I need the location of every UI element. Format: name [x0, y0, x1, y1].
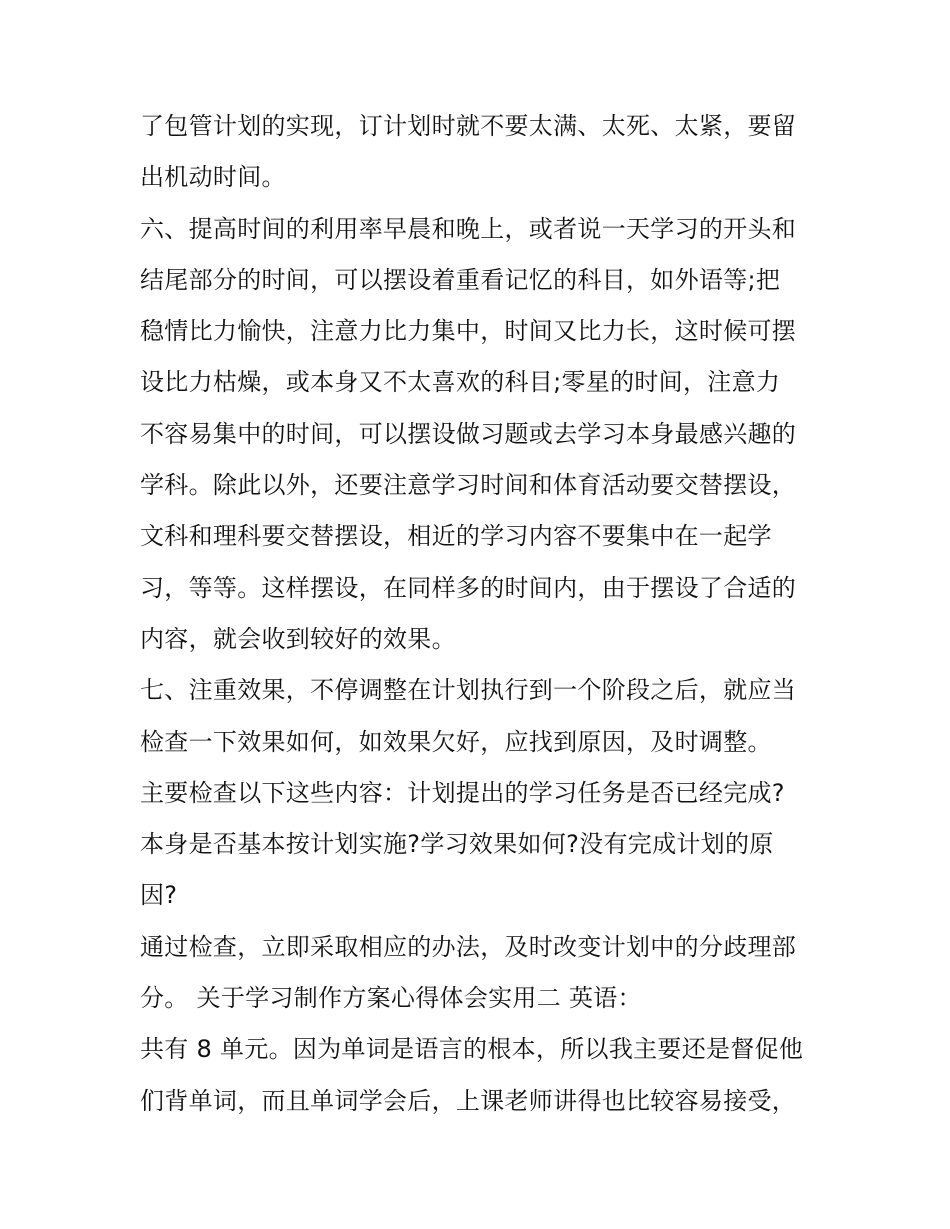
text-line: 内容，就会收到较好的效果。	[140, 624, 456, 653]
text-line: 稳情比力愉快，注意力比力集中，时间又比力长，这时候可摆	[140, 317, 797, 346]
text-line: 习，等等。这样摆设，在同样多的时间内，由于摆设了合适的	[140, 573, 797, 602]
text-line: 共有 8 单元。因为单词是语言的根本，所以我主要还是督促他	[140, 1035, 804, 1064]
text-line: 因?	[140, 881, 178, 910]
text-line: 们背单词，而且单词学会后，上课老师讲得也比较容易接受，	[140, 1086, 797, 1115]
text-line: 学科。除此以外，还要注意学习时间和体育活动要交替摆设，	[140, 471, 797, 500]
text-line: 主要检查以下这些内容：计划提出的学习任务是否已经完成?	[140, 778, 785, 807]
text-line: 文科和理科要交替摆设，相近的学习内容不要集中在一起学	[140, 522, 772, 551]
text-line: 七、注重效果，不停调整在计划执行到一个阶段之后，就应当	[140, 676, 797, 705]
text-line: 通过检查，立即采取相应的办法，及时改变计划中的分歧理部	[140, 932, 797, 961]
text-line: 结尾部分的时间，可以摆设着重看记忆的科目，如外语等;把	[140, 265, 781, 294]
text-line: 不容易集中的时间，可以摆设做习题或去学习本身最感兴趣的	[140, 419, 797, 448]
text-line: 本身是否基本按计划实施?学习效果如何?没有完成计划的原	[140, 830, 774, 859]
text-line: 出机动时间。	[140, 163, 286, 192]
text-line: 分。 关于学习制作方案心得体会实用二 英语：	[140, 984, 642, 1013]
text-line: 了包管计划的实现，订计划时就不要太满、太死、太紧，要留	[140, 112, 797, 140]
text-line: 检查一下效果如何，如效果欠好，应找到原因，及时调整。	[140, 727, 772, 756]
text-line: 六、提高时间的利用率早晨和晚上，或者说一天学习的开头和	[140, 214, 797, 243]
text-line: 设比力枯燥，或本身又不太喜欢的科目;零星的时间，注意力	[140, 368, 781, 397]
body-text	[140, 101, 820, 1127]
